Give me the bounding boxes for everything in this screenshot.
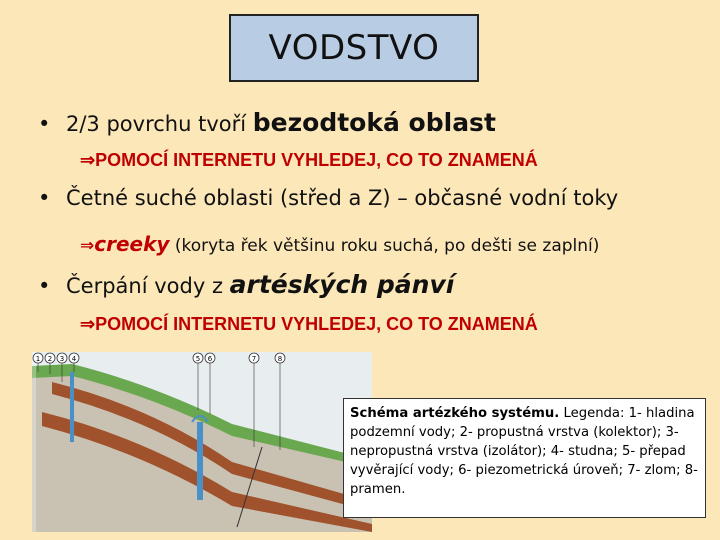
label-6: 6 <box>207 355 213 363</box>
label-5: 5 <box>195 355 201 363</box>
label-8: 8 <box>277 355 283 363</box>
legend-text: Legenda: 1- hladina podzemní vody; 2- propustná vrstva (kolektor); 3- nepropustná vrstva (izolátor); 4- studna; 5- přepad vyvěrající vody; 6- piezometrická úroveň; 7- zlom; 8- pramen. <box>350 406 698 497</box>
sub-bullet-3-text: POMOCÍ INTERNETU VYHLEDEJ, CO TO ZNAMENÁ <box>95 314 538 334</box>
bullet-dot: • <box>38 112 51 136</box>
bullet-1 <box>38 108 496 137</box>
title-box <box>229 14 479 82</box>
slide-title: VODSTVO <box>268 28 440 68</box>
diagram-edge <box>32 352 36 532</box>
label-4: 4 <box>71 355 77 363</box>
sub-bullet-2-text: (koryta řek většinu roku suchá, po dešti se zaplní) <box>169 236 600 256</box>
sub-bullet-2 <box>80 232 599 256</box>
bullet-dot: • <box>38 186 51 210</box>
bullet-dot: • <box>38 274 51 298</box>
implies-arrow-icon: ⇒ <box>80 314 96 334</box>
legend-title: Schéma artézkého systému. <box>350 406 560 421</box>
label-1: 1 <box>35 355 41 363</box>
label-7: 7 <box>251 355 257 363</box>
implies-arrow-icon: ⇒ <box>80 236 95 256</box>
sub-bullet-1 <box>80 150 538 171</box>
bullet-3 <box>38 270 454 299</box>
bullet-2 <box>38 186 618 210</box>
sub-bullet-1-text: POMOCÍ INTERNETU VYHLEDEJ, CO TO ZNAMENÁ <box>95 150 538 170</box>
sub-bullet-2-emphasis: creeky <box>94 232 170 256</box>
bullet-1-emphasis: bezodtoká oblast <box>252 108 496 137</box>
diagram-legend <box>343 398 706 518</box>
sub-bullet-3 <box>80 314 538 335</box>
label-2: 2 <box>47 355 53 363</box>
bullet-3-text: Čerpání vody z <box>66 274 230 298</box>
bullet-3-emphasis: artéských pánví <box>229 270 455 299</box>
implies-arrow-icon: ⇒ <box>80 150 96 170</box>
bullet-2-text: Četné suché oblasti (střed a Z) – občasné vodní toky <box>66 186 619 210</box>
artesian-diagram <box>32 352 372 532</box>
bullet-1-text: 2/3 povrchu tvoří <box>66 112 253 136</box>
label-3: 3 <box>59 355 65 363</box>
